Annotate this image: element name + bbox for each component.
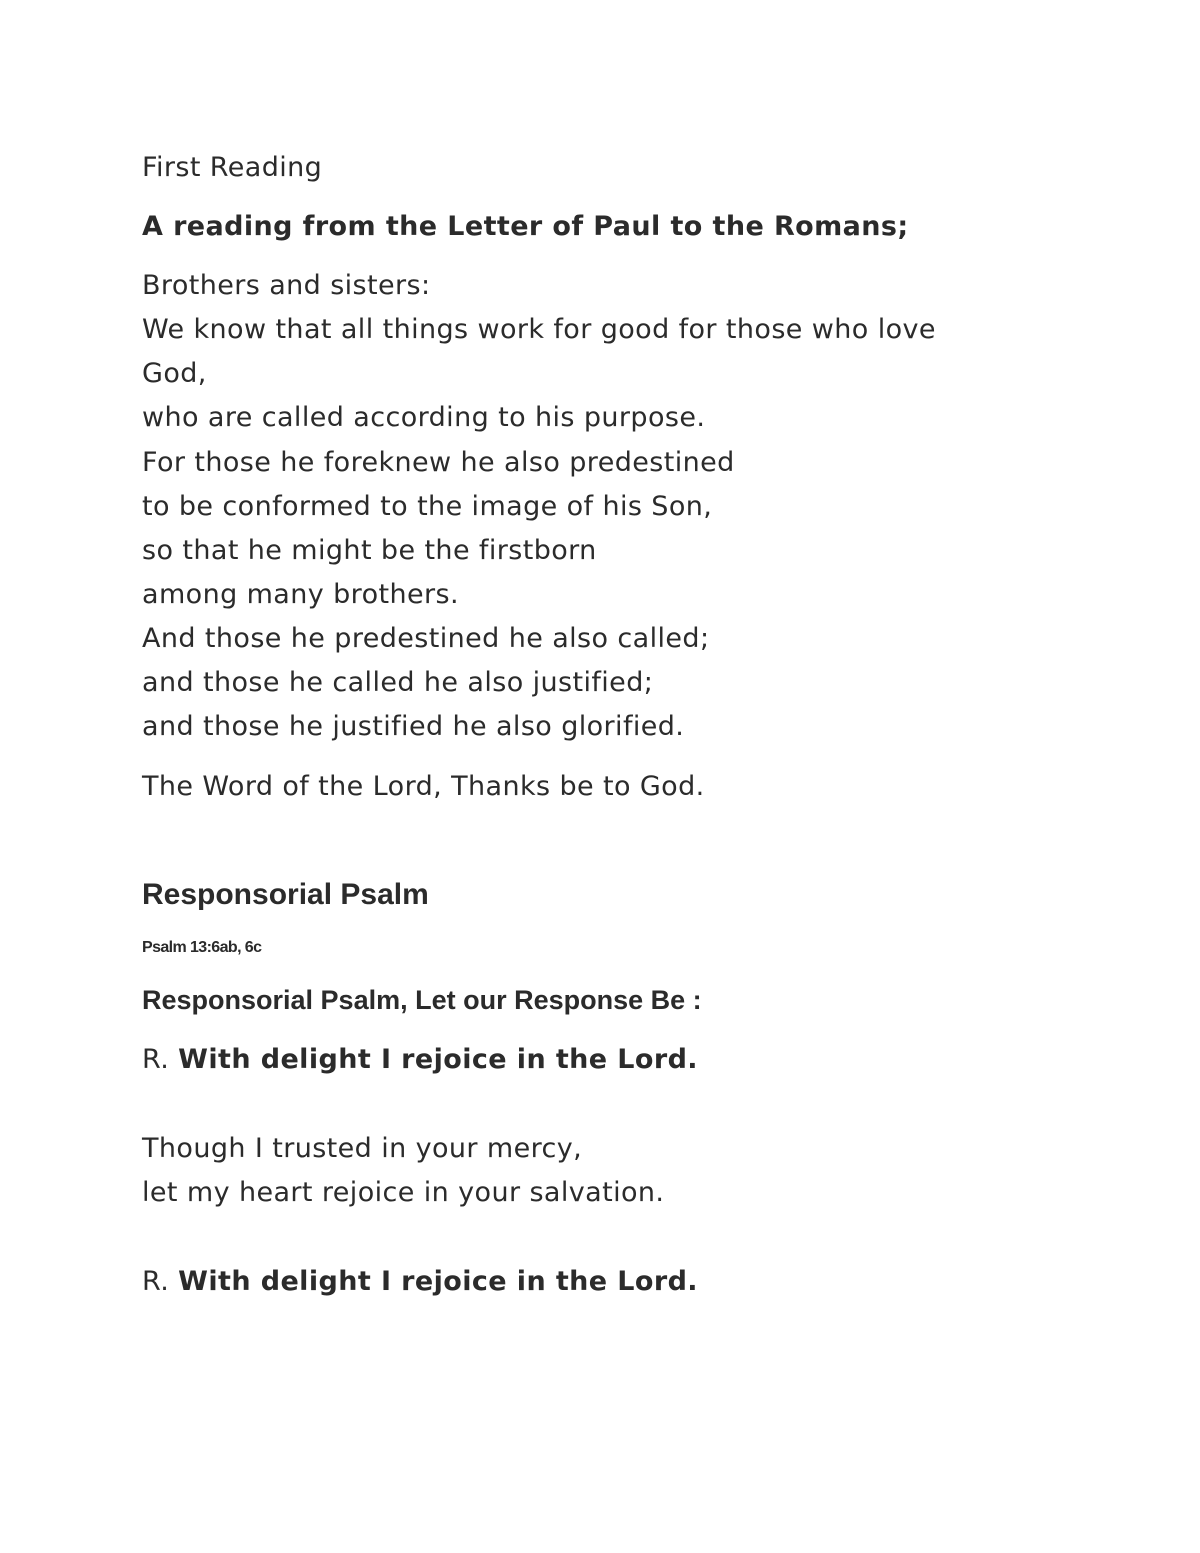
psalm-verse-line: let my heart rejoice in your salvation. — [142, 1177, 665, 1208]
reading-line: Brothers and sisters: — [142, 270, 431, 301]
response-prefix: R. — [142, 1266, 170, 1297]
psalm-reference: Psalm 13:6ab, 6c — [142, 939, 262, 956]
reading-line: so that he might be the firstborn — [142, 535, 597, 566]
psalm-title: Responsorial Psalm — [142, 878, 429, 911]
reading-line: among many brothers. — [142, 579, 459, 610]
psalm-verse-line: Though I trusted in your mercy, — [142, 1133, 583, 1164]
reading-closing: The Word of the Lord, Thanks be to God. — [142, 771, 705, 802]
reading-line: We know that all things work for good for those who love — [142, 314, 936, 345]
response-text: With delight I rejoice in the Lord. — [178, 1044, 698, 1075]
reading-line: God, — [142, 358, 207, 389]
reading-line: who are called according to his purpose. — [142, 402, 706, 433]
reading-line: and those he justified he also glorified. — [142, 711, 685, 742]
response-prefix: R. — [142, 1044, 170, 1075]
response-text: With delight I rejoice in the Lord. — [178, 1266, 698, 1297]
psalm-response-repeat — [142, 1266, 698, 1298]
psalm-response — [142, 1044, 698, 1076]
reading-line: For those he foreknew he also predestined — [142, 447, 735, 478]
first-reading-heading: First Reading — [142, 152, 323, 183]
psalm-response-heading: Responsorial Psalm, Let our Response Be : — [142, 985, 702, 1015]
reading-line: and those he called he also justified; — [142, 667, 654, 698]
reading-line: And those he predestined he also called; — [142, 623, 710, 654]
first-reading-source: A reading from the Letter of Paul to the Romans; — [142, 211, 909, 242]
reading-line: to be conformed to the image of his Son, — [142, 491, 713, 522]
